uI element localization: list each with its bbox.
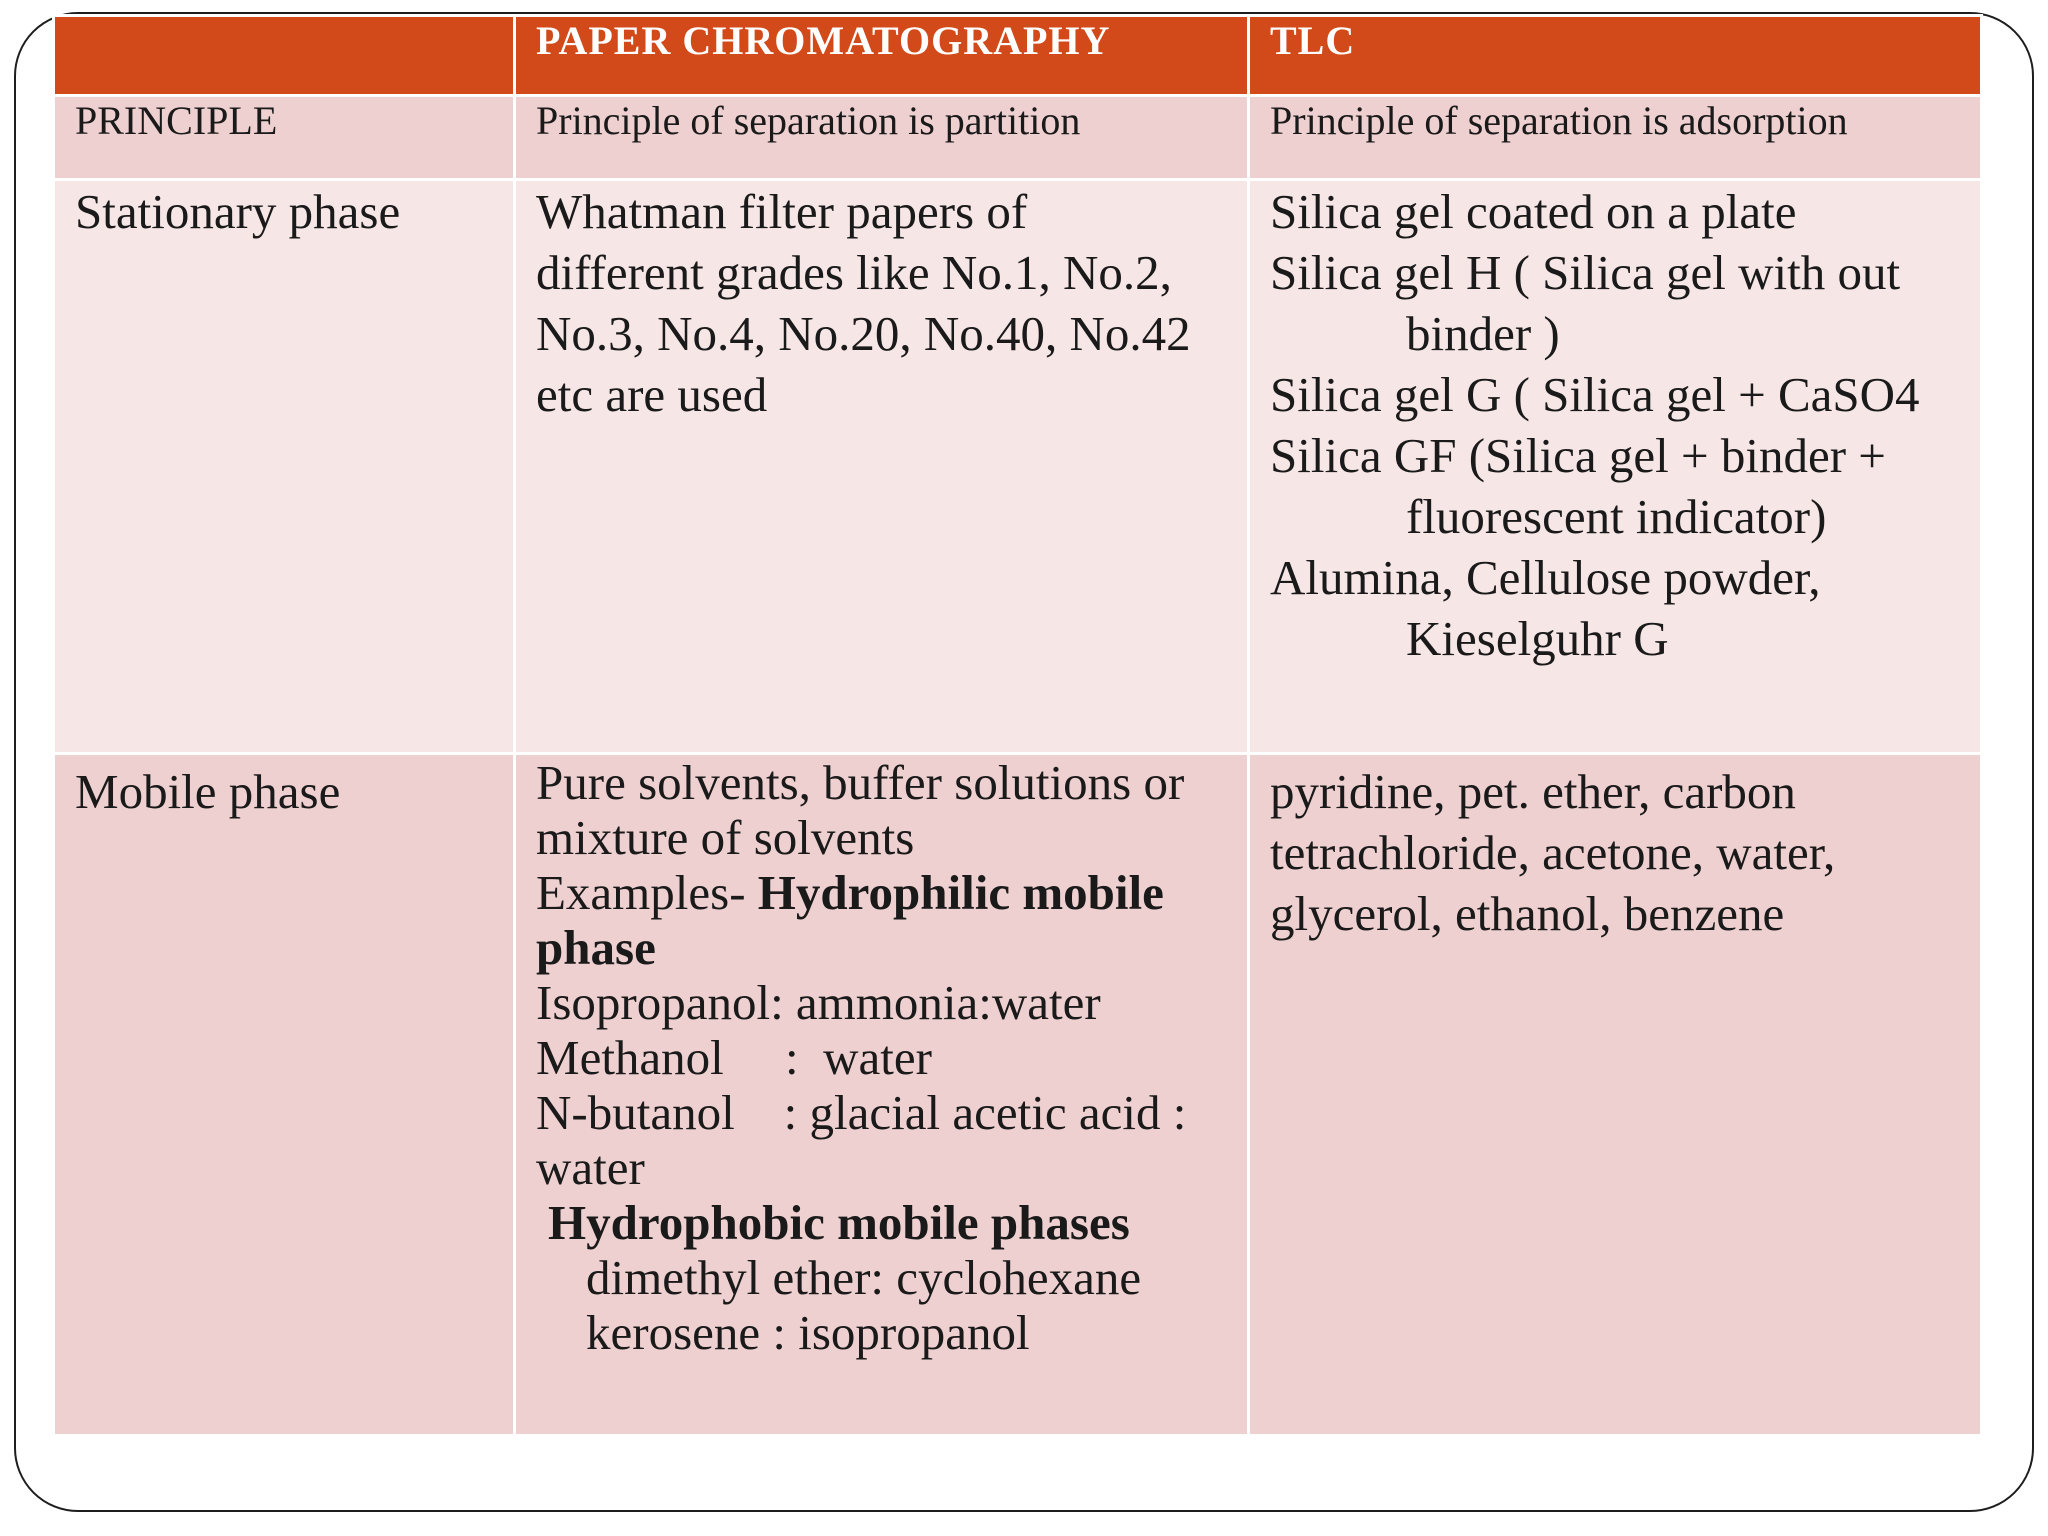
mobile-paper-item: N-butanol : glacial acetic acid :: [536, 1085, 1187, 1140]
stationary-paper-line: different grades like No.1, No.2,: [536, 245, 1172, 300]
stationary-tlc-line: Silica gel G ( Silica gel + CaSO4: [1270, 367, 1920, 422]
stationary-tlc-line: binder ): [1406, 306, 1560, 361]
mobile-paper-item: Isopropanol: ammonia:water: [536, 975, 1101, 1030]
stationary-tlc-line: Kieselguhr G: [1406, 611, 1669, 666]
mobile-paper-examples: [536, 865, 1227, 920]
mobile-paper-line: Pure solvents, buffer solutions or: [536, 755, 1185, 810]
mobile-paper-item: Methanol : water: [536, 1030, 932, 1085]
stationary-tlc-line: Silica gel coated on a plate: [1270, 184, 1797, 239]
stationary-tlc-line: Silica gel H ( Silica gel with out: [1270, 245, 1901, 300]
mobile-paper-item: water: [536, 1140, 645, 1195]
mobile-tlc-line: tetrachloride, acetone, water,: [1270, 825, 1836, 880]
mobile-label-text: Mobile phase: [75, 764, 341, 819]
stationary-label: [54, 180, 515, 754]
principle-paper: Principle of separation is partition: [515, 96, 1249, 180]
mobile-row: [54, 754, 1982, 1436]
stationary-paper-line: No.3, No.4, No.20, No.40, No.42: [536, 306, 1191, 361]
hydrophobic-item: kerosene : isopropanol: [586, 1305, 1030, 1360]
hydrophobic-item: dimethyl ether: cyclohexane: [586, 1250, 1142, 1305]
stationary-tlc-line: Silica GF (Silica gel + binder +: [1270, 428, 1886, 483]
stationary-paper-line: etc are used: [536, 367, 768, 422]
stationary-tlc-line: Alumina, Cellulose powder,: [1270, 550, 1821, 605]
comparison-table: [52, 14, 1983, 1437]
principle-tlc: Principle of separation is adsorption: [1249, 96, 1982, 180]
stationary-row: [54, 180, 1982, 754]
principle-row: [54, 96, 1982, 180]
stationary-paper-line: Whatman filter papers of: [536, 184, 1028, 239]
principle-label: PRINCIPLE: [54, 96, 515, 180]
mobile-tlc-line: pyridine, pet. ether, carbon: [1270, 764, 1796, 819]
mobile-tlc-line: glycerol, ethanol, benzene: [1270, 886, 1785, 941]
stationary-paper: [515, 180, 1249, 754]
header-paper-chromatography: PAPER CHROMATOGRAPHY: [515, 16, 1249, 96]
header-row: [54, 16, 1982, 96]
mobile-paper-line: mixture of solvents: [536, 810, 915, 865]
hydrophilic-heading-cont: phase: [536, 920, 656, 975]
header-empty-cell: [54, 16, 515, 96]
hydrophilic-heading: Hydrophilic mobile: [757, 865, 1164, 920]
header-tlc: TLC: [1249, 16, 1982, 96]
hydrophobic-heading: Hydrophobic mobile phases: [548, 1195, 1130, 1250]
stationary-tlc: [1249, 180, 1982, 754]
stationary-label-text: Stationary phase: [75, 184, 401, 239]
mobile-paper: [515, 754, 1249, 1436]
mobile-tlc: [1249, 754, 1982, 1436]
stationary-tlc-line: fluorescent indicator): [1406, 489, 1827, 544]
mobile-label: [54, 754, 515, 1436]
examples-prefix: Examples-: [536, 865, 758, 920]
